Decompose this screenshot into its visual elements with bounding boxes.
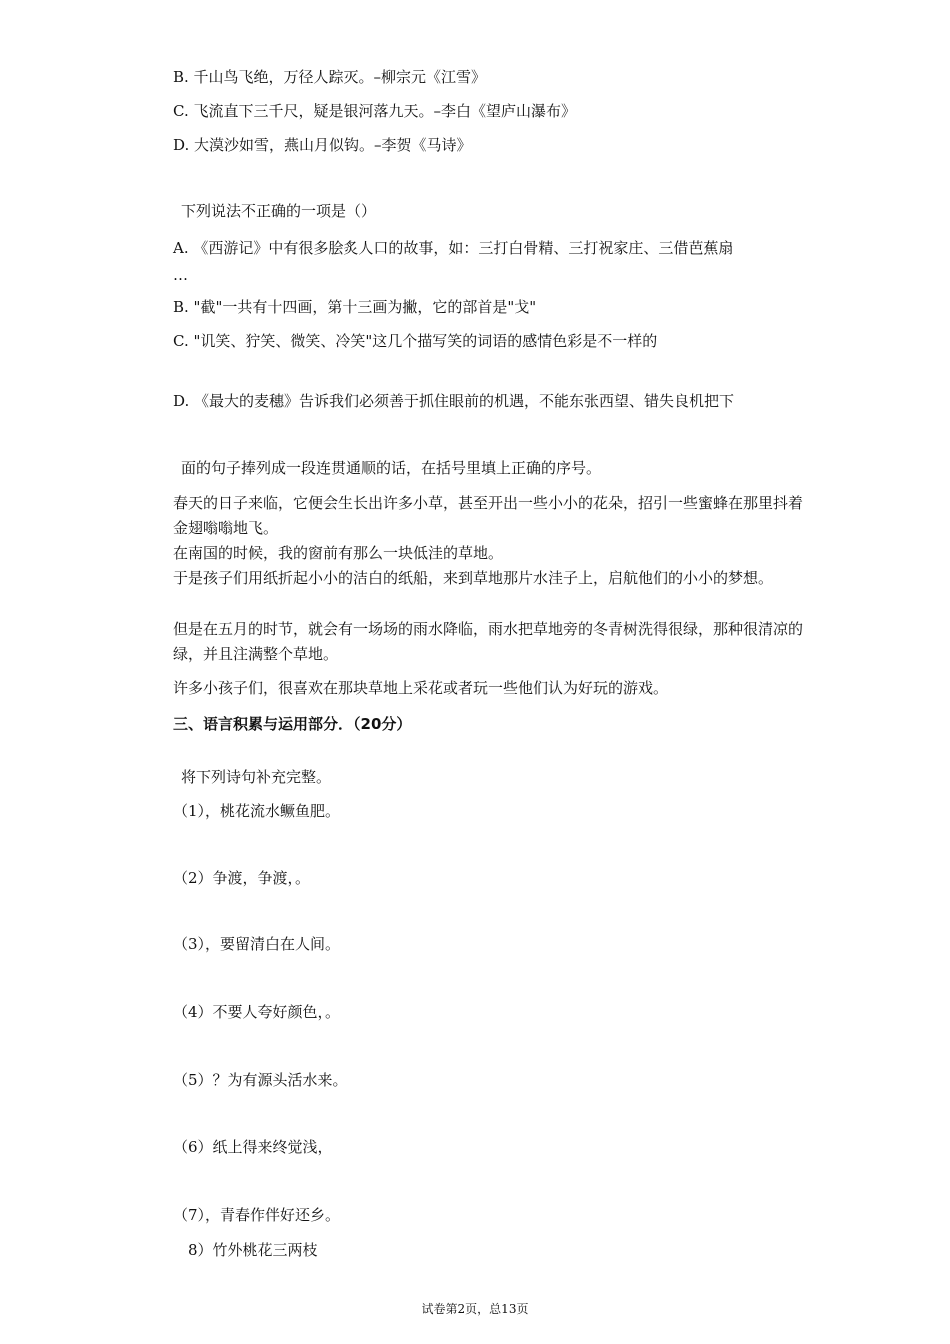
- option-b-poem: B. 千山鸟飞绝，万径人踪灭。–柳宗元《江雪》: [173, 68, 487, 86]
- question-stem: 下列说法不正确的一项是（）: [181, 202, 377, 220]
- page-footer: 试卷第2页，总13页: [421, 1302, 529, 1316]
- option-a-continuation: …: [173, 266, 188, 284]
- question-stem-ordering: 面的句子捧列成一段连贯通顺的话，在括号里填上正确的序号。: [181, 459, 602, 477]
- fill-item-5: （5）？为有源头活水来。: [173, 1071, 348, 1089]
- option-b: B. "截"一共有十四画，第十三画为撇，它的部首是"戈": [173, 298, 537, 316]
- fill-item-6: （6）纸上得来终觉浅，: [173, 1138, 333, 1156]
- fill-item-1: （1），桃花流水鳜鱼肥。: [173, 802, 341, 820]
- fill-item-4: （4）不要人夸好颜色，。: [173, 1003, 341, 1021]
- fill-item-7: （7），青春作伴好还乡。: [173, 1206, 341, 1224]
- fill-item-8: 8）竹外桃花三两枝: [188, 1241, 318, 1259]
- fill-item-2: （2）争渡，争渡，。: [173, 869, 311, 887]
- sentence-5: 许多小孩子们，很喜欢在那块草地上采花或者玩一些他们认为好玩的游戏。: [173, 679, 669, 697]
- option-a: A. 《西游记》中有很多脍炙人口的故事，如：三打白骨精、三打祝家庄、三借芭蕉扇: [173, 239, 734, 257]
- fill-item-3: （3），要留清白在人间。: [173, 935, 341, 953]
- section-heading: 三、语言积累与运用部分．（20分）: [173, 715, 412, 733]
- option-d-poem: D. 大漠沙如雪，燕山月似钩。–李贺《马诗》: [173, 136, 472, 154]
- sentence-4: 但是在五月的时节，就会有一场场的雨水降临，雨水把草地旁的冬青树洗得很绿，那种很清凉的绿，并且注满整个草地。: [173, 620, 804, 663]
- section-stem: 将下列诗句补充完整。: [181, 768, 332, 786]
- option-c: C. "讥笑、狞笑、微笑、冷笑"这几个描写笑的词语的感情色彩是不一样的: [173, 332, 658, 350]
- sentence-3: 于是孩子们用纸折起小小的洁白的纸船，来到草地那片水洼子上，启航他们的小小的梦想。: [173, 569, 774, 587]
- sentence-2: 在南国的时候，我的窗前有那么一块低洼的草地。: [173, 544, 504, 562]
- option-d: D. 《最大的麦穗》告诉我们必须善于抓住眼前的机遇，不能东张西望、错失良机把下: [173, 392, 735, 410]
- option-c-poem: C. 飞流直下三千尺，疑是银河落九天。–李白《望庐山瀑布》: [173, 102, 576, 120]
- sentence-1: 春天的日子来临，它便会生长出许多小草，甚至开出一些小小的花朵，招引一些蜜蜂在那里抖着金翅嗡嗡地飞。: [173, 494, 804, 537]
